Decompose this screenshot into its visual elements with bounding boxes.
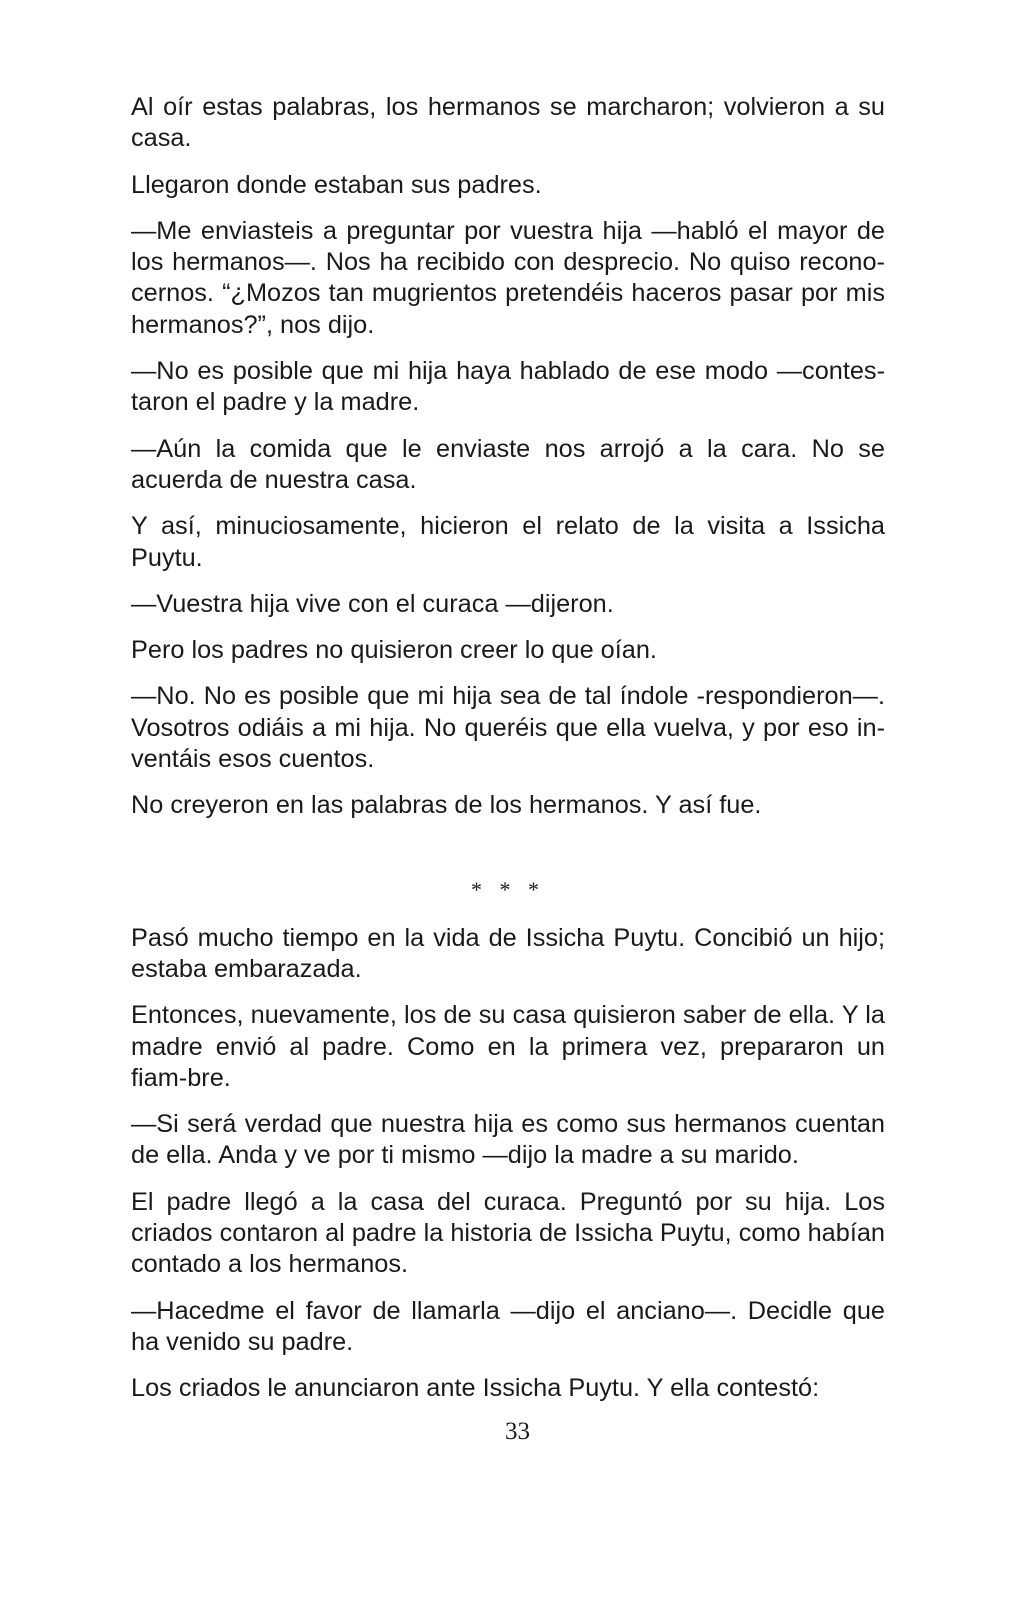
paragraph: Llegaron donde estaban sus padres.	[131, 170, 542, 199]
paragraph: Los criados le anunciaron ante Issicha Puytu. Y ella contestó:	[131, 1374, 820, 1403]
paragraph: Y así, minuciosamente, hicieron el relato de la visita a Issicha Puytu.	[131, 512, 885, 572]
paragraph: —No. No es posible que mi hija sea de tal índole -respondieron—. Vosotros odiáis a mi hija. No queréis que ella vuelva, y por eso in-ventáis esos cuentos.	[131, 682, 885, 774]
page-number: 33	[505, 1418, 530, 1445]
paragraph: —Hacedme el favor de llamarla —dijo el anciano—. Decidle que ha venido su padre.	[131, 1296, 885, 1356]
section-separator: * * *	[471, 876, 545, 902]
paragraph: El padre llegó a la casa del curaca. Preguntó por su hija. Los criados contaron al padre la historia de Issicha Puytu, como habían contado a los hermanos.	[131, 1187, 885, 1279]
paragraph: Al oír estas palabras, los hermanos se marcharon; volvieron a su casa.	[131, 93, 885, 153]
paragraph: —Me enviasteis a preguntar por vuestra hija —habló el mayor de los hermanos—. Nos ha recibido con desprecio. No quiso recono-cernos. “¿Mozos tan mugrientos pretendéis haceros pasar por mis hermanos?”, nos dijo.	[131, 216, 885, 339]
paragraph: Entonces, nuevamente, los de su casa quisieron saber de ella. Y la madre envió al padre. Como en la primera vez, prepararon un fiam-bre.	[131, 1001, 885, 1092]
paragraph: —Vuestra hija vive con el curaca —dijeron.	[131, 589, 614, 618]
paragraph: No creyeron en las palabras de los hermanos. Y así fue.	[131, 791, 762, 820]
paragraph: —No es posible que mi hija haya hablado de ese modo —contes-taron el padre y la madre.	[131, 357, 885, 417]
paragraph: Pasó mucho tiempo en la vida de Issicha Puytu. Concibió un hijo; estaba embarazada.	[131, 923, 885, 983]
paragraph: —Aún la comida que le enviaste nos arrojó a la cara. No se acuerda de nuestra casa.	[131, 434, 885, 494]
paragraph: Pero los padres no quisieron creer lo que oían.	[131, 636, 657, 665]
page-body	[131, 92, 885, 1420]
paragraph: —Si será verdad que nuestra hija es como sus hermanos cuentan de ella. Anda y ve por ti mismo —dijo la madre a su marido.	[131, 1110, 885, 1170]
